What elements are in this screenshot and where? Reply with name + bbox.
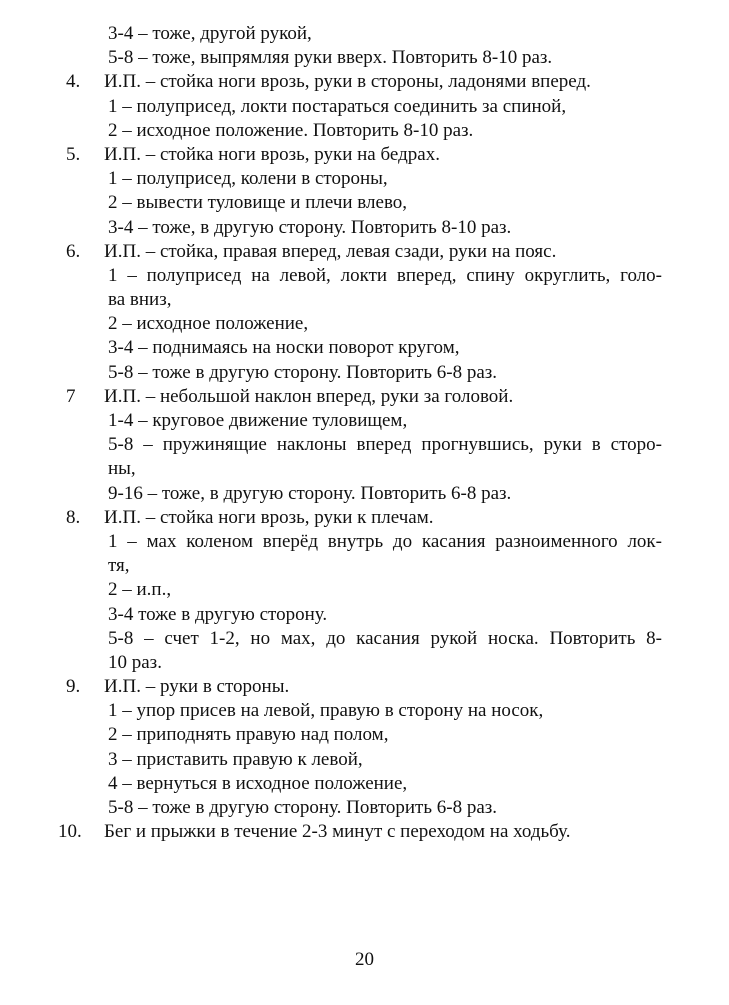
line-text: 1 – полуприсед, локти постараться соединить за спиной,	[108, 95, 567, 117]
line-text: 2 – исходное положение. Повторить 8-10 раз.	[108, 119, 474, 141]
exercise-step-line	[0, 772, 729, 796]
line-text: И.П. – стойка ноги врозь, руки к плечам.	[104, 506, 434, 528]
exercise-heading-line	[0, 675, 729, 699]
exercise-step-line	[0, 336, 729, 360]
line-text: ны,	[108, 458, 136, 480]
exercise-number: 7	[66, 385, 76, 407]
line-text: 5-8 – счет 1-2, но мах, до касания рукой носка. Повторить 8-	[108, 627, 662, 649]
exercise-number: 4.	[66, 71, 81, 93]
line-text: И.П. – стойка, правая вперед, левая сзади, руки на пояс.	[104, 240, 557, 262]
exercise-step-line	[0, 191, 729, 215]
exercise-number: 10.	[58, 821, 82, 843]
exercise-list	[0, 22, 729, 844]
line-text: 2 – приподнять правую над полом,	[108, 724, 389, 746]
exercise-step-line	[0, 216, 729, 240]
exercise-step-line	[0, 748, 729, 772]
exercise-number: 5.	[66, 143, 81, 165]
exercise-step-line	[0, 699, 729, 723]
line-text: 1 – мах коленом вперёд внутрь до касания разноименного лок-	[108, 530, 662, 552]
exercise-step-line	[0, 167, 729, 191]
exercise-step-line	[0, 578, 729, 602]
exercise-step-line	[0, 312, 729, 336]
exercise-number: 9.	[66, 676, 81, 698]
line-text: 3-4 – тоже, другой рукой,	[108, 23, 312, 44]
exercise-step-line	[0, 554, 729, 578]
line-text: И.П. – стойка ноги врозь, руки на бедрах.	[104, 143, 440, 165]
exercise-heading-line	[0, 820, 729, 844]
exercise-step-line	[0, 482, 729, 506]
line-text: 2 – и.п.,	[108, 579, 172, 601]
line-text: Бег и прыжки в течение 2-3 минут с переходом на ходьбу.	[104, 821, 571, 843]
exercise-step-line	[0, 627, 729, 651]
exercise-step-line	[0, 530, 729, 554]
exercise-number: 6.	[66, 240, 81, 262]
line-text: 3-4 тоже в другую сторону.	[108, 603, 328, 625]
line-text: 5-8 – тоже, выпрямляя руки вверх. Повторить 8-10 раз.	[108, 47, 553, 69]
line-text: 5-8 – пружинящие наклоны вперед прогнувшись, руки в сторо-	[108, 434, 662, 456]
exercise-step-line	[0, 361, 729, 385]
line-text: 5-8 – тоже в другую сторону. Повторить 6-8 раз.	[108, 361, 498, 383]
exercise-heading-line	[0, 143, 729, 167]
line-text: 10 раз.	[108, 651, 162, 673]
exercise-step-line	[0, 22, 729, 46]
exercise-number: 8.	[66, 506, 81, 528]
exercise-heading-line	[0, 506, 729, 530]
line-text: 1 – полуприсед на левой, локти вперед, спину округлить, голо-	[108, 264, 662, 286]
line-text: И.П. – небольшой наклон вперед, руки за головой.	[104, 385, 514, 407]
line-text: ва вниз,	[108, 289, 172, 311]
exercise-step-line	[0, 651, 729, 675]
line-text: 1 – упор присев на левой, правую в сторону на носок,	[108, 700, 544, 722]
line-text: И.П. – стойка ноги врозь, руки в стороны, ладонями вперед.	[104, 71, 591, 93]
exercise-step-line	[0, 95, 729, 119]
line-text: 1-4 – круговое движение туловищем,	[108, 410, 408, 431]
line-text: 2 – вывести туловище и плечи влево,	[108, 192, 408, 214]
line-text: 3-4 – тоже, в другую сторону. Повторить 8-10 раз.	[108, 216, 512, 238]
exercise-step-line	[0, 288, 729, 312]
exercise-step-line	[0, 723, 729, 747]
exercise-step-line	[0, 603, 729, 627]
line-text: 3-4 – поднимаясь на носки поворот кругом,	[108, 337, 460, 359]
page-number: 20	[355, 949, 374, 970]
exercise-step-line	[0, 409, 729, 433]
line-text: 4 – вернуться в исходное положение,	[108, 772, 408, 794]
exercise-heading-line	[0, 385, 729, 409]
line-text: И.П. – руки в стороны.	[104, 676, 290, 698]
exercise-step-line	[0, 119, 729, 143]
exercise-step-line	[0, 46, 729, 70]
line-text: 2 – исходное положение,	[108, 313, 309, 335]
line-text: 9-16 – тоже, в другую сторону. Повторить 6-8 раз.	[108, 482, 512, 504]
line-text: тя,	[108, 555, 130, 577]
line-text: 5-8 – тоже в другую сторону. Повторить 6-8 раз.	[108, 797, 498, 818]
exercise-heading-line	[0, 240, 729, 264]
line-text: 3 – приставить правую к левой,	[108, 748, 363, 770]
exercise-step-line	[0, 433, 729, 457]
exercise-step-line	[0, 796, 729, 820]
exercise-step-line	[0, 264, 729, 288]
exercise-heading-line	[0, 70, 729, 94]
line-text: 1 – полуприсед, колени в стороны,	[108, 168, 388, 190]
exercise-step-line	[0, 457, 729, 481]
